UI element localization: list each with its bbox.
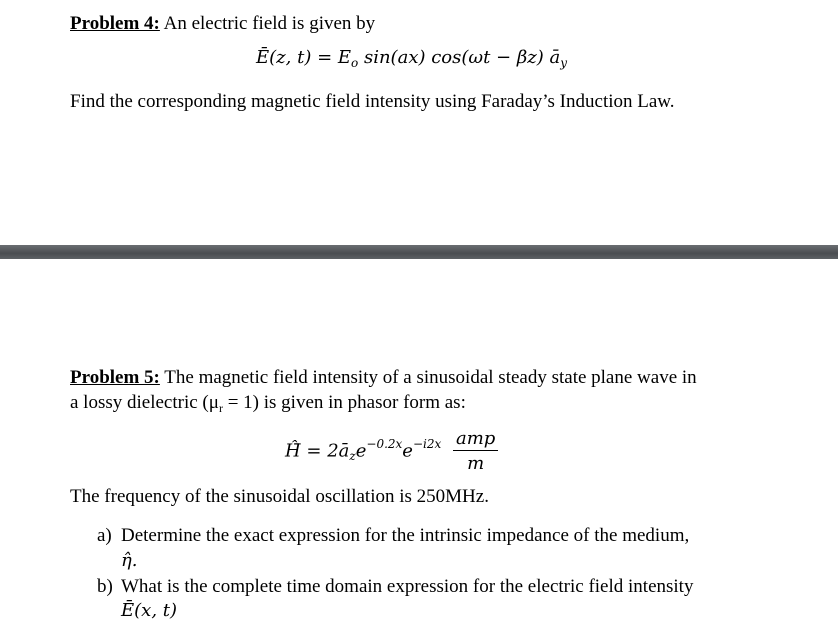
problem5-frequency: The frequency of the sinusoidal oscillation is 250MHz. — [70, 486, 489, 507]
eq4-rhs: sin(ax) cos(ωt − βz) ā — [358, 47, 561, 68]
intro-line2-text: a lossy dielectric (μ — [70, 392, 219, 413]
intro-line2-end: = 1) is given in phasor form as: — [222, 392, 466, 413]
eq5-fraction — [453, 428, 498, 474]
eq5-frac-den: m — [467, 453, 485, 474]
problem4-intro: An electric field is given by — [159, 13, 376, 34]
item-b-line2: Ē(x, t) — [121, 600, 178, 621]
page-divider — [0, 245, 838, 259]
eq5-sub-z: z — [349, 449, 356, 463]
item-a-line1: Determine the exact expression for the intrinsic impedance of the medium, — [121, 525, 690, 546]
eq5-lhs: Ĥ̄ = 2ā — [285, 440, 350, 462]
problem5-intro-line2 — [70, 391, 466, 420]
eq5-exp1: −0.2x — [366, 437, 403, 451]
eq4-sub-o: o — [351, 56, 359, 70]
eq4-sub-y: y — [560, 56, 567, 70]
eq5-frac-num: amp — [453, 428, 498, 451]
eq5-e2: e — [402, 440, 413, 462]
problem4-heading — [70, 12, 375, 36]
problem4-equation — [256, 47, 567, 70]
eq4-lhs: Ē(z, t) = E — [256, 47, 352, 68]
eq5-e1: e — [355, 440, 367, 462]
problem5-equation — [285, 428, 498, 474]
problem5-intro-line1: The magnetic field intensity of a sinusoidal steady state plane wave in — [159, 367, 697, 388]
eq5-exp2: −i2x — [412, 437, 442, 451]
problem5-heading — [70, 366, 697, 390]
item-a-letter: a) — [97, 525, 112, 546]
problem4-task: Find the corresponding magnetic field intensity using Faraday’s Induction Law. — [70, 91, 675, 112]
problem5-item-b — [97, 575, 693, 599]
item-b-letter: b) — [97, 576, 113, 597]
problem5-label: Problem 5: — [70, 367, 160, 388]
item-b-line1: What is the complete time domain expression for the electric field intensity — [121, 576, 694, 597]
problem5-item-a — [97, 524, 689, 548]
item-a-line2: η̂. — [121, 550, 138, 571]
problem4-label: Problem 4: — [70, 13, 160, 34]
intro-sub-r: r — [218, 401, 223, 415]
